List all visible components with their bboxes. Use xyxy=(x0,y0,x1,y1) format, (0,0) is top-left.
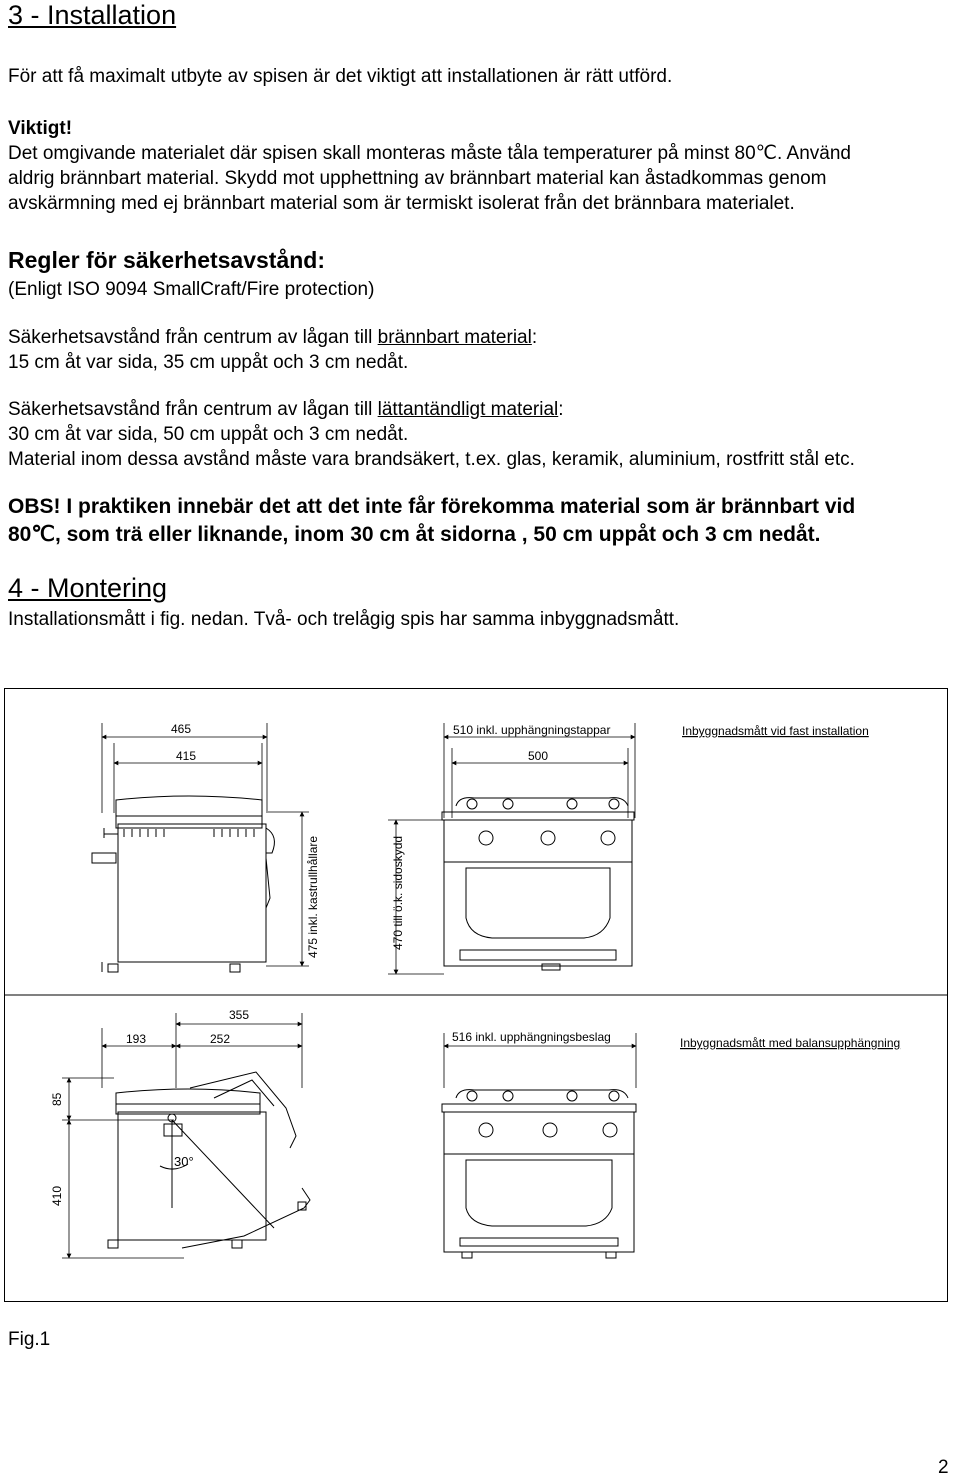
angle-30: 30° xyxy=(174,1154,194,1169)
dim-500: 500 xyxy=(528,749,549,763)
combustible-distance-line: Säkerhetsavstånd från centrum av lågan till brännbart material: xyxy=(8,327,538,348)
section4-heading: 4 - Montering xyxy=(8,573,168,603)
dim-475: 475 inkl. kastrullhållare xyxy=(306,835,320,958)
top-title: Inbyggnadsmått vid fast installation xyxy=(682,724,869,738)
dim-193: 193 xyxy=(126,1032,147,1046)
dim-410: 410 xyxy=(50,1185,64,1206)
important-label: Viktigt! xyxy=(8,118,73,139)
top-front-view-stove xyxy=(442,798,634,970)
section4-text: Installationsmått i fig. nedan. Två- och trelågig spis har samma inbyggnadsmått. xyxy=(8,609,680,630)
intro-paragraph: För att få maximalt utbyte av spisen är det viktigt att installationen är rätt utförd. xyxy=(8,66,673,87)
dim-415: 415 xyxy=(176,749,197,763)
section3-heading: 3 - Installation xyxy=(8,0,177,30)
figure-caption: Fig.1 xyxy=(8,1329,51,1350)
dim-510: 510 inkl. upphängningstappar xyxy=(453,723,611,737)
dim-470: 470 till ö.k. sidoskydd xyxy=(391,835,405,950)
important-line-1: Det omgivande materialet där spisen skall monteras måste tåla temperaturer på minst 80℃. Använd xyxy=(8,143,851,164)
flammable-material-term: lättantändligt material xyxy=(377,399,559,420)
top-side-vent-slots xyxy=(124,829,254,837)
obs-line-1: OBS! I praktiken innebär det att det inte får förekomma material som är brännbart vid xyxy=(8,495,856,518)
dim-465: 465 xyxy=(171,722,192,736)
dim-355: 355 xyxy=(229,1008,250,1022)
obs-line-2: 80℃, som trä eller liknande, inom 30 cm åt sidorna , 50 cm uppåt och 3 cm nedåt. xyxy=(8,523,821,546)
material-note: Material inom dessa avstånd måste vara brandsäkert, t.ex. glas, keramik, aluminium, rostfritt stål etc. xyxy=(8,449,855,470)
bottom-side-view-stove xyxy=(108,1072,310,1248)
top-side-dimensions xyxy=(102,723,267,813)
obs-label: OBS! xyxy=(8,495,61,518)
dim-516: 516 inkl. upphängningsbeslag xyxy=(452,1030,611,1044)
page-number: 2 xyxy=(938,1457,949,1478)
bottom-front-view-stove xyxy=(442,1090,636,1258)
important-line-3: avskärmning med ej brännbart material som är termiskt isolerat från det brännbara materialet. xyxy=(8,193,795,214)
rules-heading: Regler för säkerhetsavstånd: xyxy=(8,247,326,273)
dim-85: 85 xyxy=(50,1092,64,1106)
top-side-view-stove xyxy=(92,796,274,972)
bottom-title: Inbyggnadsmått med balansupphängning xyxy=(680,1036,901,1050)
flammable-values: 30 cm åt var sida, 50 cm uppåt och 3 cm nedåt. xyxy=(8,424,409,445)
dim-252: 252 xyxy=(210,1032,231,1046)
flammable-distance-line: Säkerhetsavstånd från centrum av lågan till lättantändligt material: xyxy=(8,399,564,420)
important-line-2: aldrig brännbart material. Skydd mot upphettning av brännbart material kan åstadkommas genom xyxy=(8,168,827,189)
combustible-values: 15 cm åt var sida, 35 cm uppåt och 3 cm nedåt. xyxy=(8,352,409,373)
installation-dimension-figure xyxy=(4,688,948,1302)
rules-subheading: (Enligt ISO 9094 SmallCraft/Fire protection) xyxy=(8,279,375,300)
combustible-material-term: brännbart material xyxy=(377,327,532,348)
